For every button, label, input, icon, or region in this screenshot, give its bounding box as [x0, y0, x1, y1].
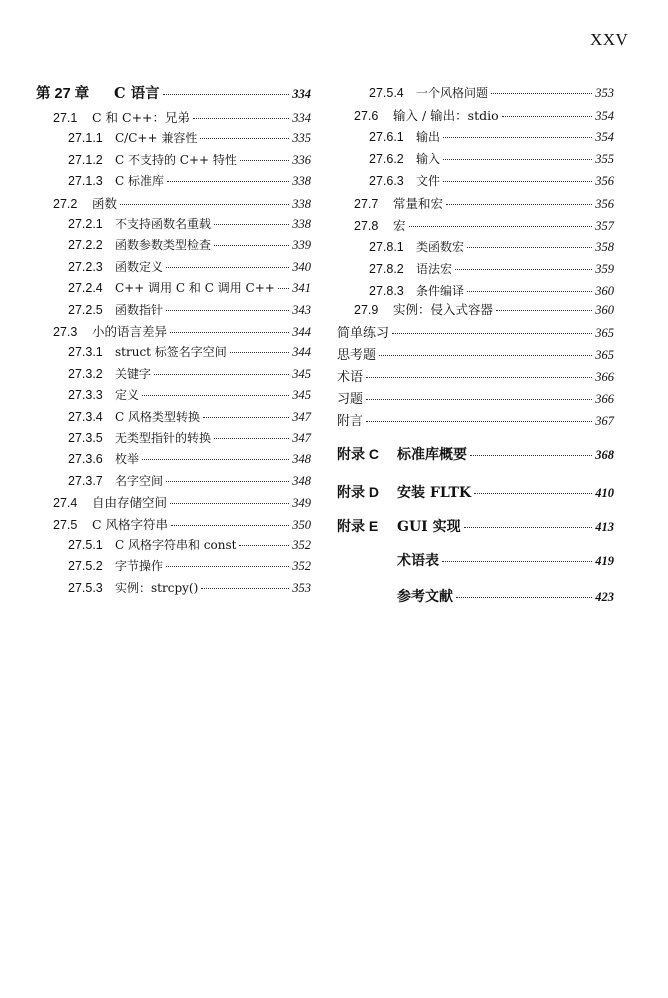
- page-ref: 353: [292, 580, 311, 595]
- section-title: 关键字: [115, 366, 152, 381]
- toc-entry[interactable]: [337, 388, 614, 408]
- page-ref: 366: [595, 370, 614, 384]
- dot-leader: [214, 437, 289, 439]
- page-ref: 335: [292, 131, 311, 146]
- section-title: 实例：strcpy(): [115, 580, 199, 595]
- section-number: 27.1.2: [68, 152, 103, 167]
- dot-leader: [166, 480, 289, 482]
- section-title: C 风格字符串和 const: [115, 538, 237, 552]
- section-title: 习题: [337, 392, 364, 407]
- page-ref: 352: [292, 559, 311, 574]
- page-ref: 338: [292, 174, 311, 189]
- section-title: 思考题: [337, 348, 377, 363]
- section-title: 定义: [115, 388, 140, 403]
- dot-leader: [170, 331, 289, 333]
- toc-entry[interactable]: [36, 493, 311, 513]
- toc-entry[interactable]: [337, 586, 614, 606]
- section-number: 27.8.3: [369, 284, 404, 298]
- toc-entry[interactable]: [36, 472, 311, 492]
- page-ref: 341: [292, 281, 311, 296]
- page-ref: 347: [292, 409, 311, 424]
- page-ref: 354: [595, 130, 614, 144]
- section-title: 函数定义: [115, 259, 164, 274]
- toc-entry[interactable]: [36, 215, 311, 235]
- toc-entry[interactable]: [36, 129, 311, 149]
- section-number: 27.3.6: [68, 452, 103, 467]
- dot-leader: [230, 351, 289, 353]
- toc-entry[interactable]: [36, 408, 311, 428]
- dot-leader: [166, 565, 289, 567]
- toc-entry[interactable]: [36, 172, 311, 192]
- section-title: struct 标签名字空间: [115, 345, 227, 360]
- toc-entry[interactable]: [36, 343, 311, 363]
- toc-entry[interactable]: [36, 579, 311, 599]
- toc-entry[interactable]: [337, 172, 614, 192]
- page-ref: 345: [292, 388, 311, 403]
- section-number: 27.6.2: [369, 152, 404, 166]
- section-number: 27.7: [354, 197, 379, 211]
- toc-entry[interactable]: [337, 322, 614, 342]
- section-number: 27.1: [53, 111, 78, 125]
- page-ref: 348: [292, 473, 311, 488]
- section-number: 27.2.4: [68, 281, 103, 296]
- toc-entry[interactable]: [36, 236, 311, 256]
- page-ref: 356: [595, 174, 614, 188]
- toc-entry[interactable]: [337, 300, 614, 320]
- toc-entry[interactable]: [36, 450, 311, 470]
- toc-entry[interactable]: [36, 365, 311, 385]
- dot-leader: [455, 268, 592, 270]
- section-title: 术语表: [397, 553, 439, 569]
- section-title: 无类型指针的转换: [115, 431, 212, 445]
- toc-entry[interactable]: [337, 150, 614, 170]
- dot-leader: [464, 526, 593, 528]
- dot-leader: [446, 203, 592, 205]
- page-ref: 344: [292, 325, 311, 339]
- dot-leader: [163, 93, 290, 95]
- section-number: 27.8.1: [369, 240, 404, 254]
- dot-leader: [409, 225, 593, 227]
- dot-leader: [142, 394, 289, 396]
- section-number: 附录 D: [337, 484, 379, 500]
- page-ref: 366: [595, 392, 614, 406]
- page-ref: 348: [292, 452, 311, 467]
- toc-entry[interactable]: [36, 108, 311, 128]
- page-ref: 339: [292, 238, 311, 253]
- section-title: 宏: [393, 218, 406, 233]
- toc-entry[interactable]: [36, 322, 311, 342]
- dot-leader: [171, 524, 289, 526]
- page-ref: 355: [595, 152, 614, 166]
- page-ref: 358: [595, 240, 614, 254]
- section-number: 27.6.1: [369, 130, 404, 144]
- section-title: 标准库概要: [397, 447, 467, 463]
- section-title: 名字空间: [115, 473, 164, 488]
- dot-leader: [366, 420, 592, 422]
- page-ref: 336: [292, 152, 311, 167]
- page-ref: 344: [292, 345, 311, 360]
- toc-entry[interactable]: [337, 260, 614, 280]
- page-ref: 413: [595, 520, 614, 534]
- section-title: 自由存储空间: [92, 495, 168, 511]
- toc-entry[interactable]: [337, 282, 614, 302]
- dot-leader: [496, 309, 592, 311]
- section-number: 27.2.1: [68, 217, 103, 231]
- section-title: C 和 C++：兄弟: [92, 110, 191, 125]
- toc-entry[interactable]: [36, 258, 311, 278]
- section-title: C 标准库: [115, 174, 164, 189]
- section-title: C 风格字符串: [92, 516, 169, 532]
- dot-leader: [142, 458, 289, 460]
- section-title: 输出: [416, 130, 441, 144]
- dot-leader: [193, 117, 289, 119]
- dot-leader: [167, 180, 289, 182]
- section-title: 安装 FLTK: [397, 485, 472, 501]
- page-ref: 356: [595, 197, 614, 211]
- dot-leader: [491, 92, 592, 94]
- section-number: 27.3: [53, 325, 78, 339]
- dot-leader: [443, 180, 592, 182]
- section-title: C++ 调用 C 和 C 调用 C++: [115, 281, 275, 296]
- chapter-label: 第 27 章: [36, 86, 90, 102]
- page-ref: 343: [292, 302, 311, 317]
- page-ref: 347: [292, 431, 311, 445]
- section-title: 文件: [416, 174, 441, 188]
- section-number: 27.5.1: [68, 538, 103, 552]
- toc-entry[interactable]: [337, 550, 614, 570]
- section-title: GUI 实现: [397, 519, 461, 535]
- section-title: C/C++ 兼容性: [115, 131, 198, 146]
- chapter-title: C 语言: [114, 85, 160, 102]
- section-number: 27.5.3: [68, 580, 103, 595]
- toc-entry[interactable]: [337, 84, 614, 104]
- dot-leader: [214, 223, 289, 225]
- toc-entry[interactable]: [337, 106, 614, 126]
- toc-entry[interactable]: [337, 444, 614, 464]
- toc-chapter-27[interactable]: [36, 82, 311, 102]
- toc-entry[interactable]: [36, 386, 311, 406]
- section-title: 类函数宏: [416, 240, 465, 254]
- section-number: 27.6.3: [369, 174, 404, 188]
- section-number: 27.3.2: [68, 366, 103, 381]
- dot-leader: [366, 376, 592, 378]
- page-ref: 410: [595, 486, 614, 500]
- section-number: 27.4: [53, 496, 78, 511]
- section-title: 术语: [337, 370, 364, 385]
- section-number: 27.2.3: [68, 259, 103, 274]
- section-number: 27.6: [354, 109, 379, 123]
- section-number: 27.3.3: [68, 388, 103, 403]
- section-title: 输入 / 输出：stdio: [393, 108, 499, 123]
- section-title: 函数指针: [115, 302, 164, 317]
- toc-entry[interactable]: [36, 301, 311, 321]
- dot-leader: [442, 560, 592, 562]
- dot-leader: [470, 454, 592, 456]
- dot-leader: [240, 159, 289, 161]
- section-number: 27.2.5: [68, 302, 103, 317]
- toc-entry[interactable]: [337, 128, 614, 148]
- dot-leader: [456, 596, 592, 598]
- section-title: 语法宏: [416, 262, 453, 276]
- page-ref: 352: [292, 538, 311, 552]
- page-ref: 350: [292, 517, 311, 532]
- dot-leader: [443, 136, 592, 138]
- section-title: 字节操作: [115, 559, 164, 574]
- section-number: 附录 E: [337, 518, 379, 534]
- page-ref: 360: [595, 284, 614, 298]
- toc-entry[interactable]: [337, 194, 614, 214]
- page-ref: 359: [595, 262, 614, 276]
- toc-entry[interactable]: [36, 536, 311, 556]
- dot-leader: [379, 354, 592, 356]
- section-title: 枚举: [115, 452, 140, 467]
- section-title: 参考文献: [397, 589, 453, 605]
- toc-entry[interactable]: [36, 279, 311, 299]
- section-title: C 不支持的 C++ 特性: [115, 152, 237, 167]
- toc-entry[interactable]: [36, 429, 311, 449]
- toc-entry[interactable]: [36, 557, 311, 577]
- section-number: 27.5.2: [68, 559, 103, 574]
- toc-entry[interactable]: [337, 238, 614, 258]
- section-number: 27.1.3: [68, 174, 103, 189]
- section-title: 函数参数类型检查: [115, 238, 212, 253]
- page-ref: 360: [595, 303, 614, 317]
- dot-leader: [392, 332, 592, 334]
- section-number: 27.3.1: [68, 345, 103, 360]
- section-title: 附言: [337, 414, 364, 429]
- dot-leader: [443, 158, 592, 160]
- dot-leader: [467, 290, 592, 292]
- section-number: 27.3.7: [68, 473, 103, 488]
- dot-leader: [166, 309, 289, 311]
- toc-entry[interactable]: [337, 482, 614, 502]
- section-number: 27.3.4: [68, 409, 103, 424]
- dot-leader: [278, 287, 289, 289]
- page-ref: 353: [595, 86, 614, 100]
- dot-leader: [120, 203, 289, 205]
- page-ref: 349: [292, 496, 311, 511]
- page-ref: 357: [595, 219, 614, 233]
- section-title: 条件编译: [416, 284, 465, 298]
- page-ref: 345: [292, 366, 311, 381]
- dot-leader: [170, 502, 289, 504]
- section-title: 函数: [92, 195, 118, 211]
- page-ref: 334: [292, 111, 311, 125]
- section-number: 27.2: [53, 196, 78, 211]
- dot-leader: [154, 373, 289, 375]
- page-ref: 368: [595, 448, 614, 462]
- section-title: 常量和宏: [393, 196, 444, 211]
- page-ref: 338: [292, 217, 311, 231]
- section-number: 27.2.2: [68, 238, 103, 253]
- dot-leader: [239, 544, 289, 546]
- toc-entry[interactable]: [337, 516, 614, 536]
- toc-entry[interactable]: [36, 194, 311, 214]
- section-number: 27.1.1: [68, 131, 103, 146]
- section-title: C 风格类型转换: [115, 409, 200, 424]
- toc-entry[interactable]: [337, 366, 614, 386]
- dot-leader: [366, 398, 592, 400]
- section-number: 附录 C: [337, 446, 379, 462]
- page-ref: 423: [595, 590, 614, 604]
- toc-entry[interactable]: [337, 410, 614, 430]
- page-ref: 367: [595, 414, 614, 428]
- section-number: 27.5: [53, 517, 78, 532]
- page-ref: 338: [292, 196, 311, 211]
- section-number: 27.8.2: [369, 262, 404, 276]
- section-number: 27.5.4: [369, 86, 404, 100]
- dot-leader: [200, 137, 289, 139]
- page-ref: 340: [292, 259, 311, 274]
- page-ref: 354: [595, 109, 614, 123]
- dot-leader: [214, 244, 289, 246]
- section-title: 小的语言差异: [92, 324, 168, 339]
- dot-leader: [467, 246, 592, 248]
- toc-entry[interactable]: [36, 515, 311, 535]
- dot-leader: [201, 587, 289, 589]
- toc-entry[interactable]: [337, 216, 614, 236]
- dot-leader: [502, 115, 593, 117]
- dot-leader: [166, 266, 289, 268]
- section-title: 不支持函数名重载: [115, 217, 212, 231]
- page-ref: 334: [292, 87, 311, 101]
- page-ref: 419: [595, 554, 614, 568]
- toc-entry[interactable]: [36, 151, 311, 171]
- page-ref: 365: [595, 348, 614, 362]
- section-number: 27.3.5: [68, 431, 103, 445]
- toc-entry[interactable]: [337, 344, 614, 364]
- section-number: 27.8: [354, 219, 379, 233]
- section-number: 27.9: [354, 303, 379, 317]
- section-title: 简单练习: [337, 326, 390, 341]
- section-title: 输入: [416, 152, 441, 166]
- dot-leader: [474, 492, 592, 494]
- section-title: 一个风格问题: [416, 86, 489, 100]
- section-title: 实例：侵入式容器: [393, 302, 494, 317]
- dot-leader: [203, 416, 289, 418]
- page-ref: 365: [595, 326, 614, 340]
- page-number: XXV: [590, 30, 629, 49]
